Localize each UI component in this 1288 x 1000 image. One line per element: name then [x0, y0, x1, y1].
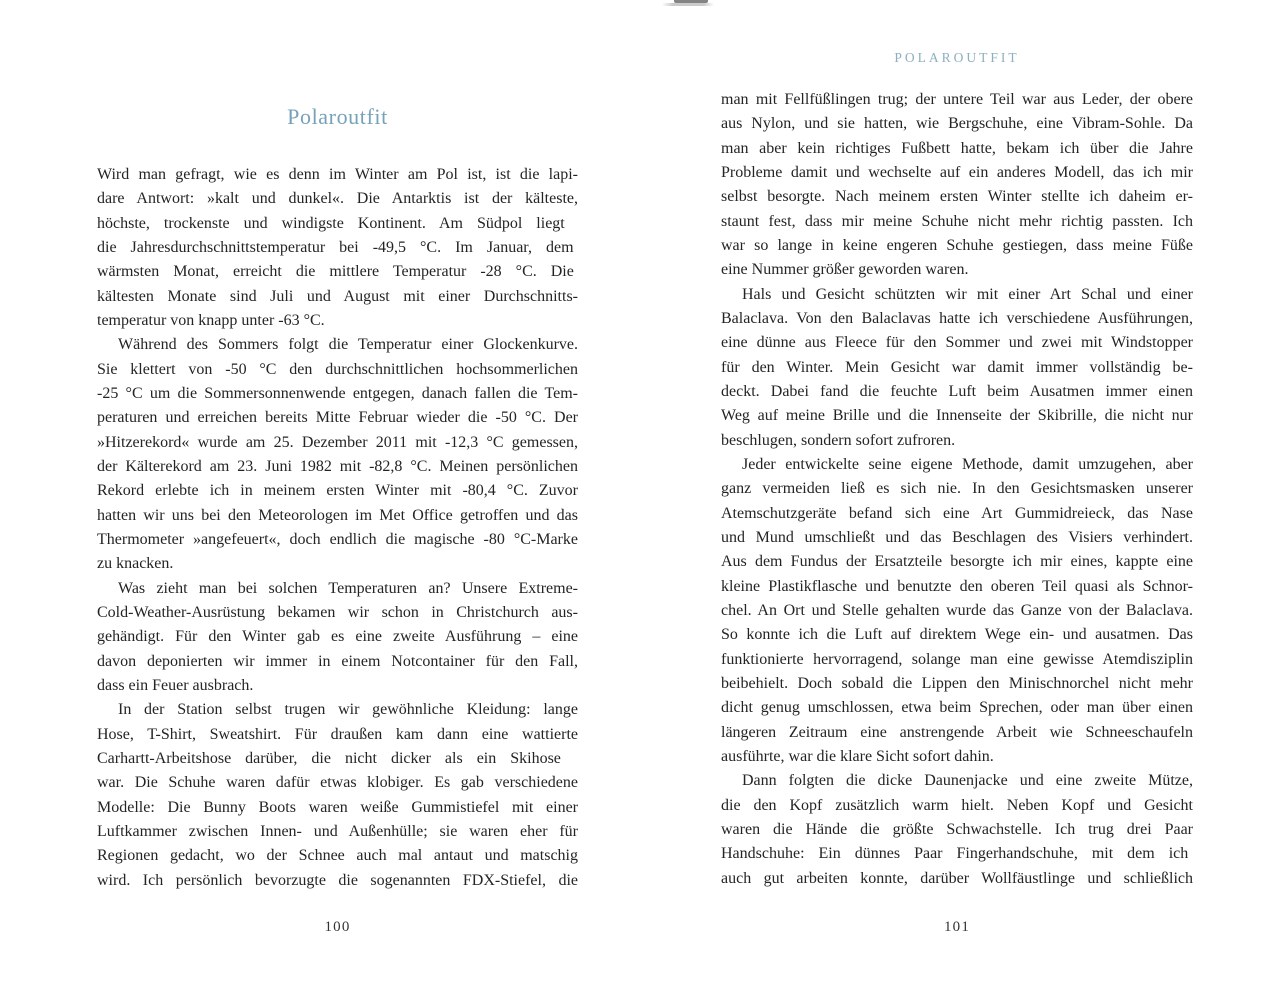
text-line: [97, 528, 578, 552]
text-line: [97, 747, 578, 771]
text-line-content: Luftkammer zwischen Innen- und Außenhülle; sie waren eher für: [97, 822, 578, 840]
scan-artifact-shadow: [662, 3, 714, 6]
text-line: [97, 504, 578, 528]
text-line-content: staunt fest, dass mir meine Schuhe nicht mehr richtig passten. Ich: [721, 212, 1193, 230]
text-line-content: eine Nummer größer geworden waren.: [721, 261, 969, 279]
text-line-content: für den Winter. Mein Gesicht war damit immer vollständig be-: [721, 358, 1193, 376]
text-line: [721, 404, 1193, 428]
text-line-content: wärmsten Monat, erreicht die mittlere Temperatur -28 °C. Die: [97, 263, 574, 281]
text-line-content: die Jahresdurchschnittstemperatur bei -49,5 °C. Im Januar, dem: [97, 238, 574, 256]
text-line-content: war. Die Schuhe waren dafür etwas klobiger. Es gab verschiedene: [97, 774, 578, 792]
text-line: [721, 502, 1193, 526]
text-line-content: Sie klettert von -50 °C den durchschnittlichen hochsommerlichen: [97, 360, 578, 378]
text-line: [97, 455, 578, 479]
text-line: [97, 236, 578, 260]
text-line-content: »Hitzerekord« wurde am 25. Dezember 2011 mit -12,3 °C gemessen,: [97, 433, 578, 451]
text-line-content: wird. Ich persönlich bevorzugte die sogenannten FDX-Stiefel, die: [97, 871, 578, 889]
text-line: [721, 453, 1193, 477]
text-line: [721, 161, 1193, 185]
text-line: [721, 672, 1193, 696]
text-line: [721, 356, 1193, 380]
text-line-content: selbst besorgte. Nach meinem ersten Winter stellte ich daheim er-: [721, 188, 1193, 206]
text-line-content: Hose, T-Shirt, Sweatshirt. Für draußen kam dann eine wattierte: [97, 725, 578, 743]
chapter-title: Polaroutfit: [287, 104, 388, 129]
text-line: [721, 88, 1193, 112]
text-line: [721, 696, 1193, 720]
text-line-content: So konnte ich die Luft auf direktem Wege ein- und ausatmen. Das: [721, 626, 1193, 644]
text-line-content: ganz vermeiden ließ es sich nie. In den Gesichtsmasken unserer: [721, 480, 1193, 498]
text-line: [97, 844, 578, 868]
left-page-text: [97, 163, 578, 893]
text-line: [97, 820, 578, 844]
text-line: [97, 650, 578, 674]
text-line: [97, 333, 578, 357]
text-line-content: Regionen gedacht, wo der Schnee auch mal antaut und matschig: [97, 847, 578, 865]
text-line: [97, 431, 578, 455]
text-line-content: Weg auf meine Brille und die Innenseite der Skibrille, die nicht nur: [721, 407, 1193, 425]
text-line: [721, 794, 1193, 818]
scan-artifact-smudge: [660, 0, 720, 8]
text-line-content: Was zieht man bei solchen Temperaturen an? Unsere Extreme-: [118, 579, 578, 597]
text-line: [721, 258, 1193, 282]
text-line: [97, 552, 578, 576]
text-line: [721, 648, 1193, 672]
text-line: [97, 601, 578, 625]
text-line-content: beschlugen, sondern sofort zufroren.: [721, 431, 956, 449]
text-line-content: der Kälterekord am 23. Juni 1982 mit -82,8 °C. Meinen persönlichen: [97, 457, 578, 475]
text-line: [721, 623, 1193, 647]
text-line-content: Hals und Gesicht schützten wir mit einer Art Schal und einer: [742, 285, 1193, 303]
text-line: [721, 599, 1193, 623]
text-line: [721, 307, 1193, 331]
text-line-content: davon deponierten wir immer in einem Notcontainer für den Fall,: [97, 652, 578, 670]
text-line-content: -25 °C um die Sommersonnenwende entgegen, danach fallen die Tem-: [97, 384, 578, 402]
text-line-content: Balaclava. Von den Balaclavas hatte ich verschiedene Ausführungen,: [721, 309, 1193, 327]
text-line-content: war so lange in keine engeren Schuhe gestiegen, dass meine Füße: [721, 236, 1193, 254]
text-line: [721, 550, 1193, 574]
text-line-content: gehändigt. Für den Winter gab es eine zweite Ausführung – eine: [97, 628, 578, 646]
text-line: [97, 358, 578, 382]
text-line: [721, 526, 1193, 550]
text-line-content: Aus dem Fundus der Ersatzteile besorgte ich mir eines, kappte eine: [721, 553, 1193, 571]
text-line-content: kältesten Monate sind Juli und August mit einer Durchschnitts-: [97, 287, 578, 305]
text-line-content: chel. An Ort und Stelle gehalten wurde das Ganze von der Balaclava.: [721, 601, 1193, 619]
text-line: [97, 212, 578, 236]
page-number-left: 100: [324, 919, 351, 935]
text-line: [97, 869, 578, 893]
text-line-content: Carhartt-Arbeitshose darüber, die nicht dicker als ein Skihose: [97, 749, 561, 767]
text-line-content: beibehielt. Doch sobald die Lippen den Minischnorchel nicht mehr: [721, 674, 1193, 692]
text-line: [97, 723, 578, 747]
text-line: [721, 137, 1193, 161]
text-line-content: Thermometer »angefeuert«, doch endlich die magische -80 °C-Marke: [97, 530, 578, 548]
text-line-content: deckt. Dabei fand die feuchte Luft beim Ausatmen immer einen: [721, 382, 1193, 400]
text-line-content: dare Antwort: »kalt und dunkel«. Die Antarktis ist der kälteste,: [97, 190, 578, 208]
text-line: [721, 234, 1193, 258]
text-line: [721, 210, 1193, 234]
text-line-content: peraturen und erreichen bereits Mitte Februar wieder die -50 °C. Der: [97, 409, 578, 427]
text-line: [721, 867, 1193, 891]
text-line: [721, 477, 1193, 501]
text-line: [721, 380, 1193, 404]
text-line-content: Probleme damit und wechselte auf ein anderes Modell, das ich mir: [721, 163, 1193, 181]
text-line: [721, 842, 1193, 866]
text-line: [721, 112, 1193, 136]
text-line-content: Atemschutzgeräte befand sich eine Art Gummidreieck, das Nase: [721, 504, 1193, 522]
text-line-content: höchste, trockenste und windigste Kontinent. Am Südpol liegt: [97, 214, 565, 232]
text-line: [721, 745, 1193, 769]
text-line-content: auch gut arbeiten konnte, darüber Wollfäustlinge und schließlich: [721, 869, 1193, 887]
text-line: [97, 406, 578, 430]
text-line: [97, 382, 578, 406]
text-line-content: längeren Zeitraum eine anstrengende Arbeit wie Schneeschaufeln: [721, 723, 1193, 741]
text-line-content: dass ein Feuer ausbrach.: [97, 676, 254, 694]
running-head: POLAROUTFIT: [894, 50, 1020, 65]
text-line: [97, 625, 578, 649]
text-line-content: temperatur von knapp unter -63 °C.: [97, 311, 325, 329]
text-line: [721, 721, 1193, 745]
text-line: [721, 575, 1193, 599]
right-page-text: [721, 88, 1193, 891]
text-line-content: funktionierte hervorragend, solange man eine gewisse Atemdisziplin: [721, 650, 1193, 668]
text-line: [721, 769, 1193, 793]
text-line: [721, 331, 1193, 355]
text-line: [97, 309, 578, 333]
text-line: [97, 479, 578, 503]
text-line: [721, 429, 1193, 453]
text-line-content: kleine Plastikflasche und benutzte den oberen Teil quasi als Schnor-: [721, 577, 1193, 595]
text-line-content: aus Nylon, und sie hatten, wie Bergschuhe, eine Vibram-Sohle. Da: [721, 115, 1193, 133]
text-line: [97, 260, 578, 284]
text-line: [97, 796, 578, 820]
text-line-content: Dann folgten die dicke Daunenjacke und eine zweite Mütze,: [742, 772, 1193, 790]
text-line-content: die den Kopf zusätzlich warm hielt. Neben Kopf und Gesicht: [721, 796, 1193, 814]
text-line-content: man mit Fellfüßlingen trug; der untere Teil war aus Leder, der obere: [721, 91, 1193, 108]
text-line-content: ausführte, war die klare Sicht sofort dahin.: [721, 747, 994, 765]
text-line-content: eine dünne aus Fleece für den Sommer und zwei mit Windstopper: [721, 334, 1193, 352]
text-line: [97, 163, 578, 187]
page-number-right: 101: [943, 919, 971, 935]
text-line-content: Rekord erlebte ich in meinem ersten Winter mit -80,4 °C. Zuvor: [97, 482, 578, 500]
text-line: [97, 771, 578, 795]
text-line: [97, 698, 578, 722]
text-line-content: waren die Hände die größte Schwachstelle. Ich trug drei Paar: [721, 820, 1193, 838]
text-line-content: dicht genug umschlossen, etwa beim Sprechen, oder man über einen: [721, 699, 1193, 717]
text-line-content: Wird man gefragt, wie es denn im Winter am Pol ist, ist die lapi-: [97, 166, 578, 183]
text-line-content: hatten wir uns bei den Meteorologen im Met Office getroffen und das: [97, 506, 578, 524]
text-line: [97, 285, 578, 309]
text-line-content: In der Station selbst trugen wir gewöhnliche Kleidung: lange: [118, 701, 578, 719]
text-line-content: man aber kein richtiges Fußbett hatte, bekam ich über die Jahre: [721, 139, 1193, 157]
text-line-content: Cold-Weather-Ausrüstung bekamen wir schon in Christchurch aus-: [97, 603, 578, 621]
text-line-content: zu knacken.: [97, 555, 174, 573]
text-line-content: Jeder entwickelte seine eigene Methode, damit umzugehen, aber: [742, 455, 1193, 473]
text-line: [97, 577, 578, 601]
text-line: [721, 818, 1193, 842]
text-line-content: und Mund umschließt und das Beschlagen des Visiers verhindert.: [721, 528, 1193, 546]
text-line-content: Handschuhe: Ein dünnes Paar Fingerhandschuhe, mit dem ich: [721, 845, 1189, 863]
text-line: [97, 674, 578, 698]
text-line-content: Während des Sommers folgt die Temperatur einer Glockenkurve.: [118, 336, 578, 354]
text-line-content: Modelle: Die Bunny Boots waren weiße Gummistiefel mit einer: [97, 798, 578, 816]
text-line: [721, 185, 1193, 209]
text-line: [721, 283, 1193, 307]
text-line: [97, 187, 578, 211]
